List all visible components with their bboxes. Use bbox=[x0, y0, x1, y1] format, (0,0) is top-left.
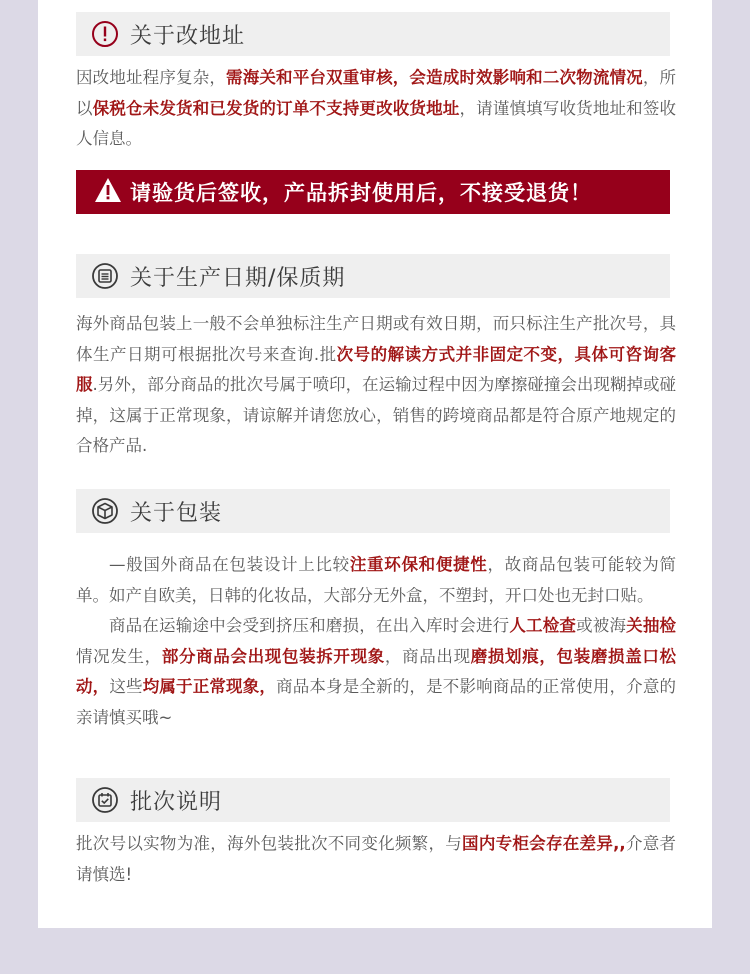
packaging-paragraphs bbox=[76, 550, 676, 733]
highlighted-text: 需海关和平台双重审核，会造成时效影响和二次物流情况 bbox=[226, 68, 643, 87]
warning-text: 请验货后签收，产品拆封使用后，不接受退货！ bbox=[130, 181, 592, 205]
text-segment: 批次号以实物为准，海外包装批次不同变化频繁，与 bbox=[76, 834, 463, 853]
section-title: 关于生产日期/保质期 bbox=[130, 265, 346, 291]
batch-paragraph bbox=[76, 829, 676, 890]
text-segment: 商品本身是全新的，是不影响商品的正常使用，介意的亲请慎买哦~ bbox=[76, 677, 677, 727]
highlighted-text: 次号的解读方式并非固定不变，具体可咨询客服 bbox=[76, 344, 677, 394]
highlighted-text: 部分商品会出现包装拆开现象 bbox=[161, 646, 385, 666]
text-segment: 情况发生， bbox=[76, 646, 162, 666]
text-segment: ，请谨慎填写收货地址和签收人信息。 bbox=[76, 98, 677, 148]
text-segment: 这些 bbox=[109, 677, 143, 696]
warning-triangle-icon bbox=[94, 177, 122, 207]
highlighted-text: 人工检查 bbox=[509, 616, 577, 635]
text-segment: 因改地址程序复杂， bbox=[76, 68, 227, 87]
text-segment: 介意者请慎选! bbox=[76, 834, 677, 884]
section-title: 批次说明 bbox=[130, 789, 223, 815]
calendar-list-icon bbox=[90, 261, 120, 291]
text-segment: ，所以 bbox=[76, 68, 677, 118]
text-segment: 海外商品包装上一般不会单独标注生产日期或有效日期，而只标注生产批次号，具体生产日期可根据批次号来查询.批 bbox=[76, 314, 676, 364]
highlighted-text: 保税仓未发货和已发货的订单不支持更改收货地址 bbox=[92, 98, 460, 118]
section-title: 关于改地址 bbox=[130, 23, 246, 49]
production-date-paragraph bbox=[76, 309, 676, 462]
highlighted-text: 注重环保和便捷性 bbox=[349, 555, 488, 574]
packaging-paragraph-2 bbox=[76, 611, 676, 733]
text-segment: ，故商品包装可能较为简单。如产自欧美，日韩的化妆品，大部分无外盒，不塑封，开口处也无封口贴。 bbox=[76, 555, 676, 605]
text-segment: 商品在运输途中会受到挤压和磨损，在出入库时会进行 bbox=[109, 616, 510, 635]
highlighted-text: 国内专柜会存在差异,, bbox=[462, 834, 626, 853]
packaging-paragraph-1 bbox=[76, 550, 676, 611]
package-box-icon bbox=[90, 496, 120, 526]
text-segment: —般国外商品在包装设计上比较 bbox=[109, 555, 350, 574]
content-card bbox=[38, 0, 712, 928]
section-header-packaging bbox=[76, 489, 670, 533]
text-segment: .另外，部分商品的批次号属于喷印，在运输过程中因为摩擦碰撞会出现糊掉或碰掉，这属于正常现象，请谅解并请您放心，销售的跨境商品都是符合原产地规定的合格产品. bbox=[76, 375, 677, 455]
section-header-production-date bbox=[76, 254, 670, 298]
section-header-address bbox=[76, 12, 670, 56]
exclamation-circle-icon bbox=[90, 19, 120, 49]
section-header-batch bbox=[76, 778, 670, 822]
text-segment: ，商品出现 bbox=[384, 646, 471, 666]
address-paragraph bbox=[76, 63, 676, 155]
highlighted-text: 均属于正常现象， bbox=[142, 677, 277, 696]
text-segment: 或被海 bbox=[576, 616, 627, 635]
no-return-warning-banner bbox=[76, 170, 670, 214]
highlighted-text: 关抽检 bbox=[626, 616, 677, 635]
clock-check-icon bbox=[90, 785, 120, 815]
section-title: 关于包装 bbox=[130, 500, 223, 526]
highlighted-text: 磨损划痕，包装磨损盖口松动， bbox=[76, 646, 677, 696]
